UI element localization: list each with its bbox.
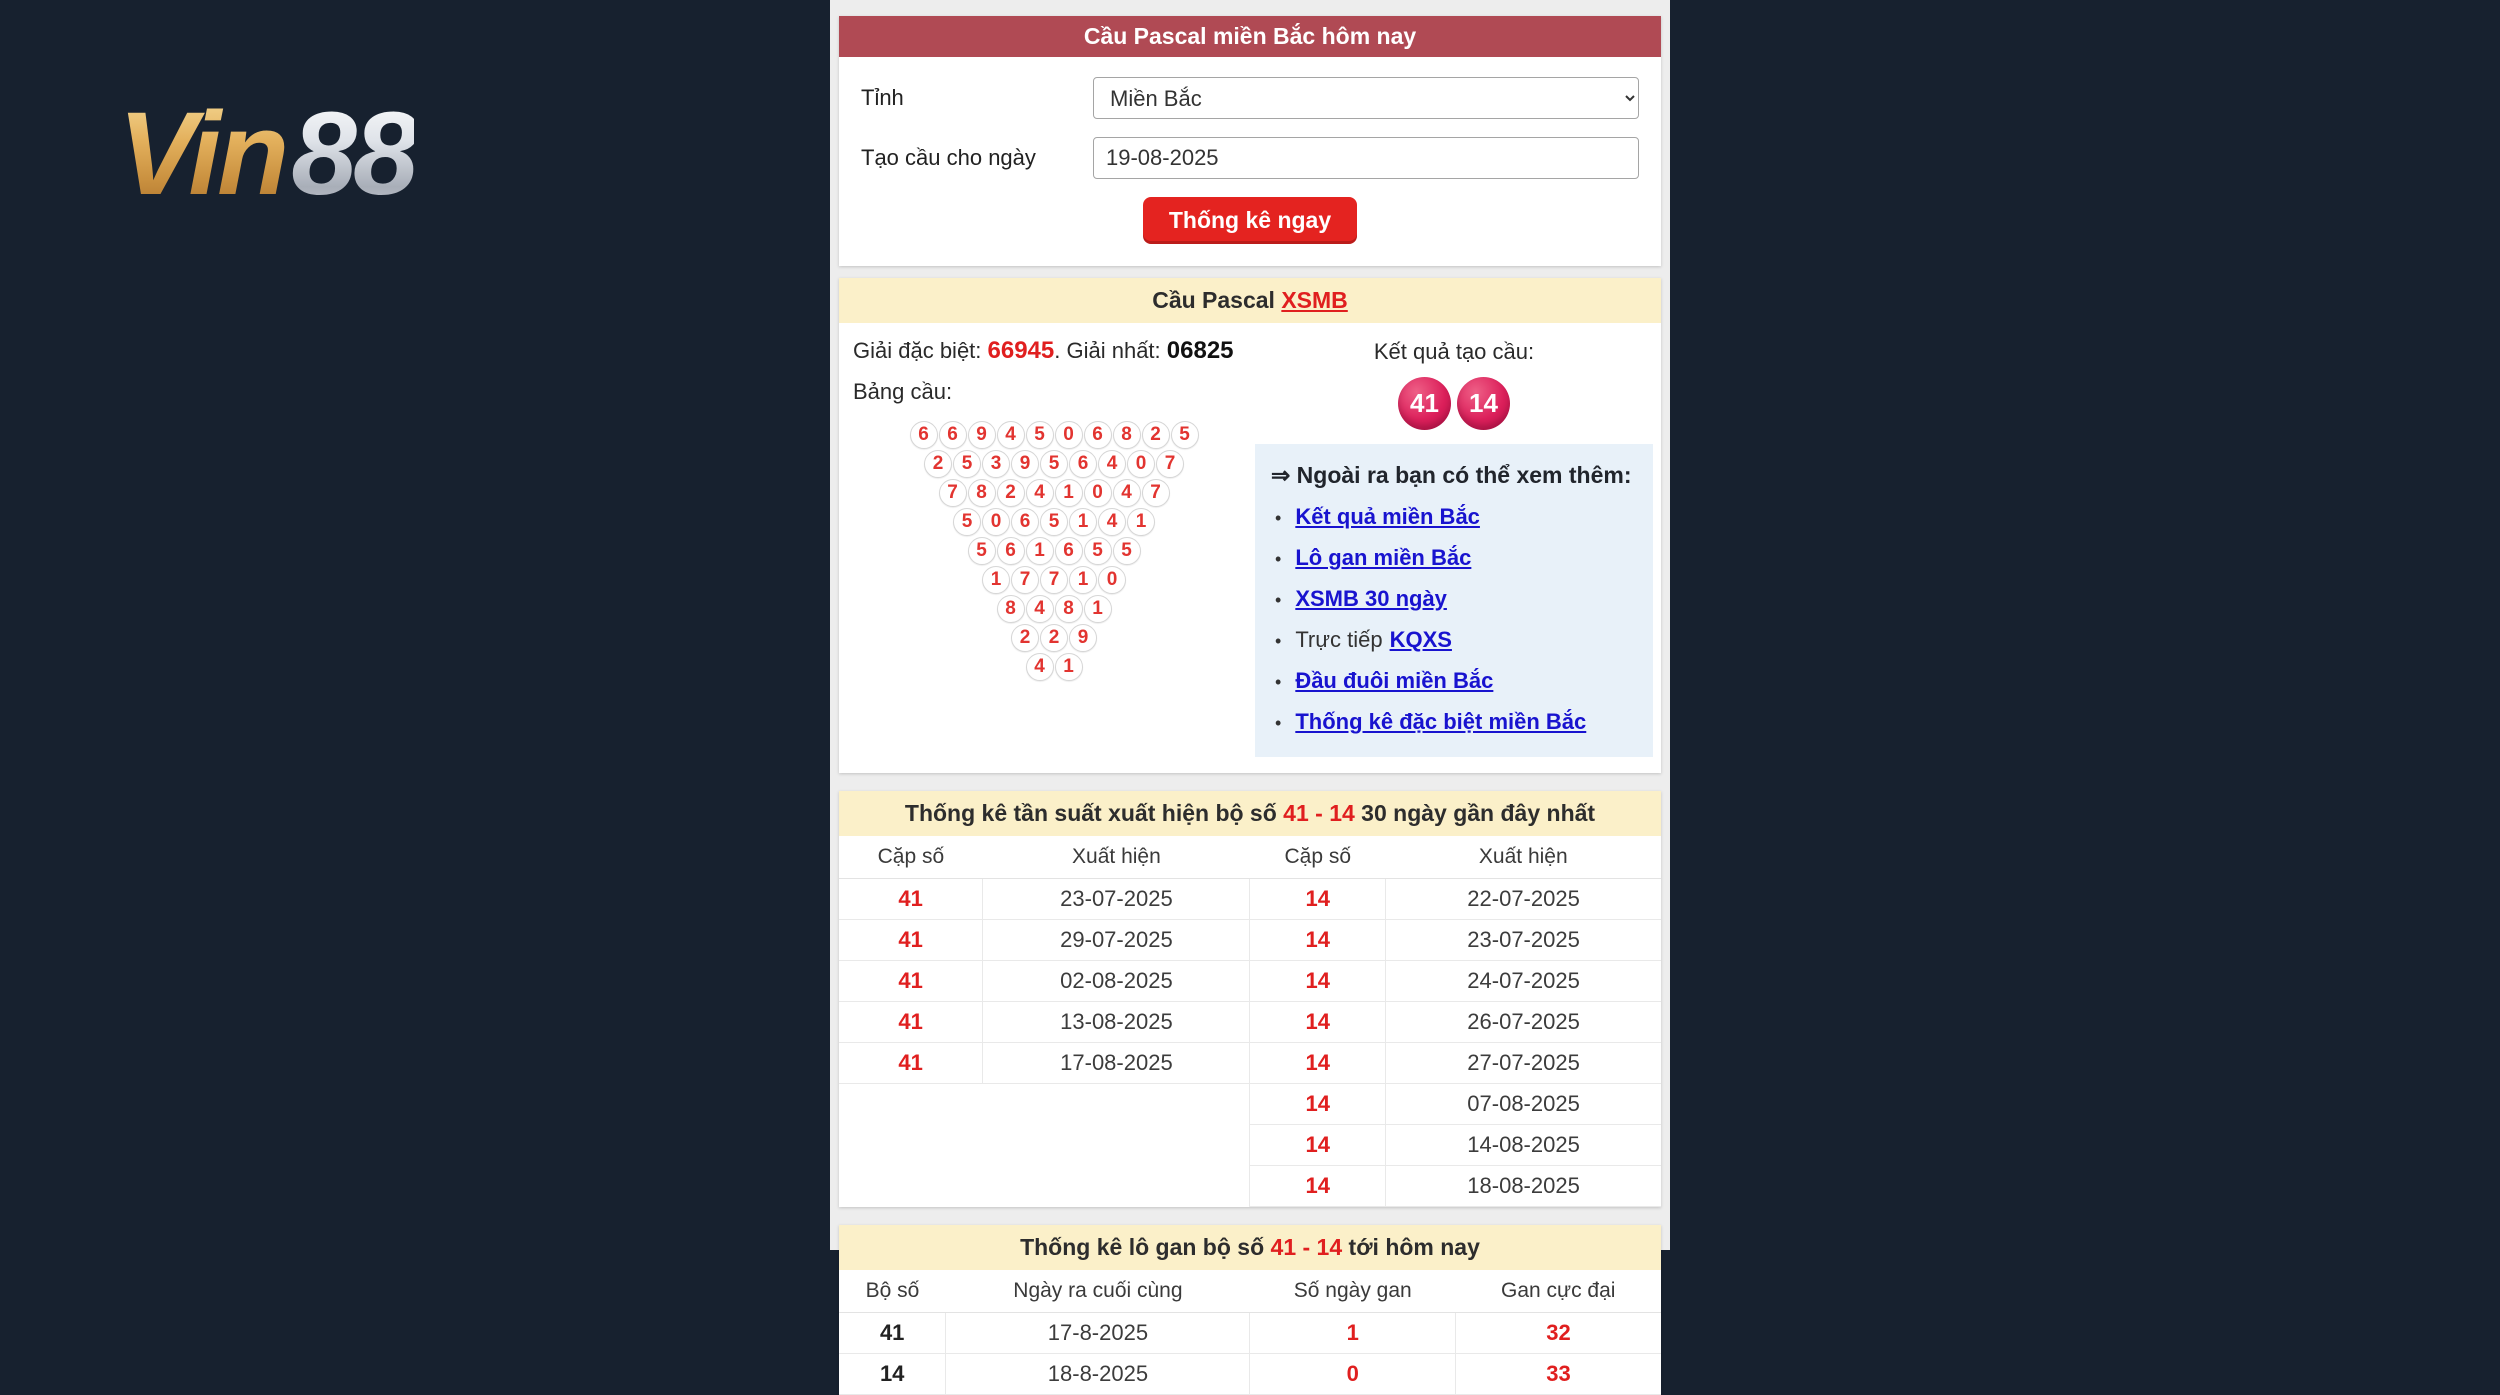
gan-title — [839, 1225, 1661, 1270]
main-column — [830, 0, 1670, 1386]
gan-header-row — [839, 1270, 1661, 1313]
triangle-number: 5 — [1084, 537, 1112, 565]
frequency-card — [839, 791, 1661, 1207]
column-header: Cặp số — [1250, 836, 1386, 879]
statistics-button[interactable]: Thống kê ngay — [1143, 197, 1357, 244]
table-cell — [983, 1166, 1250, 1207]
see-more-link[interactable]: Thống kê đặc biệt miền Bắc — [1295, 709, 1587, 734]
see-more-item — [1271, 504, 1635, 530]
see-more-box — [1255, 444, 1653, 757]
table-cell: 41 — [839, 1043, 983, 1084]
pascal-body — [839, 323, 1661, 773]
table-cell: 14 — [1250, 961, 1386, 1002]
table-cell: 0 — [1250, 1354, 1456, 1395]
triangle-number: 0 — [982, 508, 1010, 536]
triangle-number: 2 — [1011, 624, 1039, 652]
triangle-number: 8 — [1055, 595, 1083, 623]
see-more-list — [1271, 504, 1635, 735]
triangle-number: 4 — [1026, 479, 1054, 507]
frequency-title-pair: 41 - 14 — [1283, 800, 1355, 826]
triangle-number: 5 — [1026, 421, 1054, 449]
triangle-row — [853, 508, 1255, 536]
gan-table-body — [839, 1313, 1661, 1395]
triangle-number: 4 — [1026, 653, 1054, 681]
pascal-form-card — [839, 16, 1661, 266]
table-cell: 27-07-2025 — [1386, 1043, 1661, 1084]
triangle-number: 1 — [1069, 508, 1097, 536]
table-cell: 17-8-2025 — [946, 1313, 1250, 1354]
special-prize-label: Giải đặc biệt: — [853, 338, 988, 363]
form-body — [839, 57, 1661, 244]
first-prize-value: 06825 — [1166, 337, 1234, 364]
triangle-number: 2 — [1142, 421, 1170, 449]
triangle-number: 5 — [1171, 421, 1199, 449]
triangle-number: 7 — [939, 479, 967, 507]
table-row — [839, 1313, 1661, 1354]
triangle-number: 4 — [1113, 479, 1141, 507]
gan-title-prefix: Thống kê lô gan bộ số — [1020, 1234, 1271, 1260]
table-row — [839, 961, 1661, 1002]
see-more-heading: ⇒ Ngoài ra bạn có thể xem thêm: — [1271, 462, 1632, 488]
table-row — [839, 1166, 1661, 1207]
triangle-number: 6 — [939, 421, 967, 449]
triangle-number: 5 — [953, 450, 981, 478]
gan-table — [839, 1270, 1661, 1395]
see-more-item — [1271, 586, 1635, 612]
province-row — [861, 77, 1639, 119]
triangle-row — [853, 421, 1255, 449]
triangle-number: 1 — [1069, 566, 1097, 594]
table-cell: 29-07-2025 — [983, 920, 1250, 961]
table-row — [839, 1043, 1661, 1084]
date-label: Tạo cầu cho ngày — [861, 145, 1036, 170]
special-prize-value: 66945 — [987, 337, 1055, 364]
see-more-link[interactable]: Đầu đuôi miền Bắc — [1295, 668, 1494, 693]
table-cell: 17-08-2025 — [983, 1043, 1250, 1084]
triangle-number: 0 — [1084, 479, 1112, 507]
table-cell: 33 — [1455, 1354, 1661, 1395]
table-cell: 18-8-2025 — [946, 1354, 1250, 1395]
column-header: Bộ số — [839, 1270, 946, 1313]
province-select[interactable] — [1093, 77, 1639, 119]
triangle-row — [853, 479, 1255, 507]
table-cell: 41 — [839, 961, 983, 1002]
bullet-icon: • — [1275, 508, 1282, 528]
triangle-number: 9 — [1069, 624, 1097, 652]
triangle-number: 2 — [924, 450, 952, 478]
triangle-number: 7 — [1040, 566, 1068, 594]
pascal-title-prefix: Cầu Pascal — [1152, 287, 1282, 313]
frequency-header-row — [839, 836, 1661, 879]
gan-title-suffix: tới hôm nay — [1342, 1234, 1480, 1260]
table-cell: 41 — [839, 920, 983, 961]
prize-line — [853, 337, 1255, 365]
frequency-table — [839, 836, 1661, 1207]
table-cell: 26-07-2025 — [1386, 1002, 1661, 1043]
triangle-number: 3 — [982, 450, 1010, 478]
triangle-number: 6 — [997, 537, 1025, 565]
bullet-icon: • — [1275, 590, 1282, 610]
table-cell: 14 — [1250, 879, 1386, 920]
triangle-number: 5 — [1040, 450, 1068, 478]
table-cell: 07-08-2025 — [1386, 1084, 1661, 1125]
province-label: Tỉnh — [861, 85, 904, 110]
table-row — [839, 1002, 1661, 1043]
table-cell: 23-07-2025 — [1386, 920, 1661, 961]
triangle-number: 5 — [968, 537, 996, 565]
triangle-number: 0 — [1098, 566, 1126, 594]
table-cell: 32 — [1455, 1313, 1661, 1354]
pascal-board-card — [839, 278, 1661, 773]
result-balls — [1255, 377, 1653, 430]
table-cell — [839, 1084, 983, 1125]
date-input[interactable] — [1093, 137, 1639, 179]
table-cell: 14-08-2025 — [1386, 1125, 1661, 1166]
result-ball-1: 41 — [1398, 377, 1451, 430]
bullet-icon: • — [1275, 713, 1282, 733]
gan-card — [839, 1225, 1661, 1395]
table-row — [839, 920, 1661, 961]
triangle-number: 5 — [953, 508, 981, 536]
triangle-number: 8 — [968, 479, 996, 507]
pascal-section-title — [839, 278, 1661, 323]
column-header: Xuất hiện — [1386, 836, 1661, 879]
see-more-link[interactable]: Lô gan miền Bắc — [1295, 545, 1472, 570]
triangle-number: 5 — [1113, 537, 1141, 565]
frequency-table-body — [839, 879, 1661, 1207]
table-row — [839, 1125, 1661, 1166]
triangle-number: 6 — [1011, 508, 1039, 536]
triangle-row — [853, 566, 1255, 594]
table-cell: 14 — [1250, 1043, 1386, 1084]
frequency-title-suffix: 30 ngày gần đây nhất — [1354, 800, 1596, 826]
triangle-number: 4 — [1026, 595, 1054, 623]
result-ball-2: 14 — [1457, 377, 1510, 430]
triangle-number: 1 — [1127, 508, 1155, 536]
table-cell — [839, 1125, 983, 1166]
triangle-number: 9 — [968, 421, 996, 449]
column-header: Xuất hiện — [983, 836, 1250, 879]
triangle-number: 0 — [1127, 450, 1155, 478]
table-row — [839, 1354, 1661, 1395]
column-header: Cặp số — [839, 836, 983, 879]
triangle-number: 8 — [997, 595, 1025, 623]
table-cell: 14 — [1250, 1125, 1386, 1166]
triangle-number: 6 — [910, 421, 938, 449]
logo-text-vin: Vin — [118, 88, 291, 220]
triangle-number: 9 — [1011, 450, 1039, 478]
triangle-number: 6 — [1055, 537, 1083, 565]
xsmb-link[interactable]: XSMB — [1281, 287, 1348, 313]
table-cell — [983, 1084, 1250, 1125]
table-cell: 23-07-2025 — [983, 879, 1250, 920]
triangle-number: 7 — [1011, 566, 1039, 594]
vin88-logo — [118, 88, 415, 220]
table-cell: 14 — [1250, 1002, 1386, 1043]
triangle-number: 0 — [1055, 421, 1083, 449]
bullet-icon: • — [1275, 631, 1282, 651]
result-label: Kết quả tạo cầu: — [1373, 339, 1535, 364]
table-cell: 14 — [839, 1354, 946, 1395]
triangle-number: 4 — [997, 421, 1025, 449]
table-cell: 22-07-2025 — [1386, 879, 1661, 920]
table-cell: 41 — [839, 1313, 946, 1354]
frequency-title — [839, 791, 1661, 836]
triangle-number: 1 — [1055, 479, 1083, 507]
table-cell: 18-08-2025 — [1386, 1166, 1661, 1207]
pascal-triangle — [853, 421, 1255, 681]
triangle-row — [853, 450, 1255, 478]
see-more-link[interactable]: XSMB 30 ngày — [1295, 586, 1447, 611]
button-row — [861, 197, 1639, 244]
see-more-item — [1271, 545, 1635, 571]
column-header: Số ngày gan — [1250, 1270, 1456, 1313]
table-row — [839, 879, 1661, 920]
table-cell: 1 — [1250, 1313, 1456, 1354]
triangle-number: 8 — [1113, 421, 1141, 449]
triangle-number: 1 — [982, 566, 1010, 594]
bullet-icon: • — [1275, 672, 1282, 692]
see-more-link[interactable]: KQXS — [1389, 627, 1452, 652]
bullet-icon: • — [1275, 549, 1282, 569]
table-cell: 14 — [1250, 1166, 1386, 1207]
triangle-number: 4 — [1098, 508, 1126, 536]
board-label: Bảng cầu: — [853, 379, 953, 404]
gan-title-pair: 41 - 14 — [1270, 1234, 1343, 1260]
table-cell: 02-08-2025 — [983, 961, 1250, 1002]
see-more-item — [1271, 709, 1635, 735]
first-prize-label: . Giải nhất: — [1054, 338, 1167, 363]
table-row — [839, 1084, 1661, 1125]
column-header: Gan cực đại — [1455, 1270, 1661, 1313]
table-cell — [839, 1166, 983, 1207]
logo-text-88: 88 — [291, 88, 415, 220]
triangle-row — [853, 653, 1255, 681]
triangle-number: 5 — [1040, 508, 1068, 536]
table-cell — [983, 1125, 1250, 1166]
pascal-right — [1255, 337, 1653, 757]
form-card-title: Cầu Pascal miền Bắc hôm nay — [839, 16, 1661, 57]
triangle-number: 6 — [1084, 421, 1112, 449]
triangle-number: 1 — [1026, 537, 1054, 565]
date-row — [861, 137, 1639, 179]
pascal-left — [853, 337, 1255, 757]
triangle-number: 1 — [1084, 595, 1112, 623]
triangle-number: 6 — [1069, 450, 1097, 478]
triangle-number: 4 — [1098, 450, 1126, 478]
triangle-number: 7 — [1142, 479, 1170, 507]
column-header: Ngày ra cuối cùng — [946, 1270, 1250, 1313]
see-more-item — [1271, 668, 1635, 694]
triangle-number: 2 — [997, 479, 1025, 507]
triangle-row — [853, 595, 1255, 623]
table-cell: 14 — [1250, 920, 1386, 961]
table-cell: 24-07-2025 — [1386, 961, 1661, 1002]
triangle-row — [853, 624, 1255, 652]
table-cell: 13-08-2025 — [983, 1002, 1250, 1043]
triangle-number: 1 — [1055, 653, 1083, 681]
see-more-link[interactable]: Kết quả miền Bắc — [1295, 504, 1480, 529]
triangle-number: 7 — [1156, 450, 1184, 478]
table-cell: 41 — [839, 1002, 983, 1043]
see-more-prefix: Trực tiếp — [1295, 627, 1383, 652]
table-cell: 41 — [839, 879, 983, 920]
frequency-title-prefix: Thống kê tần suất xuất hiện bộ số — [904, 800, 1284, 826]
triangle-number: 2 — [1040, 624, 1068, 652]
see-more-item — [1271, 627, 1635, 653]
table-cell: 14 — [1250, 1084, 1386, 1125]
triangle-row — [853, 537, 1255, 565]
